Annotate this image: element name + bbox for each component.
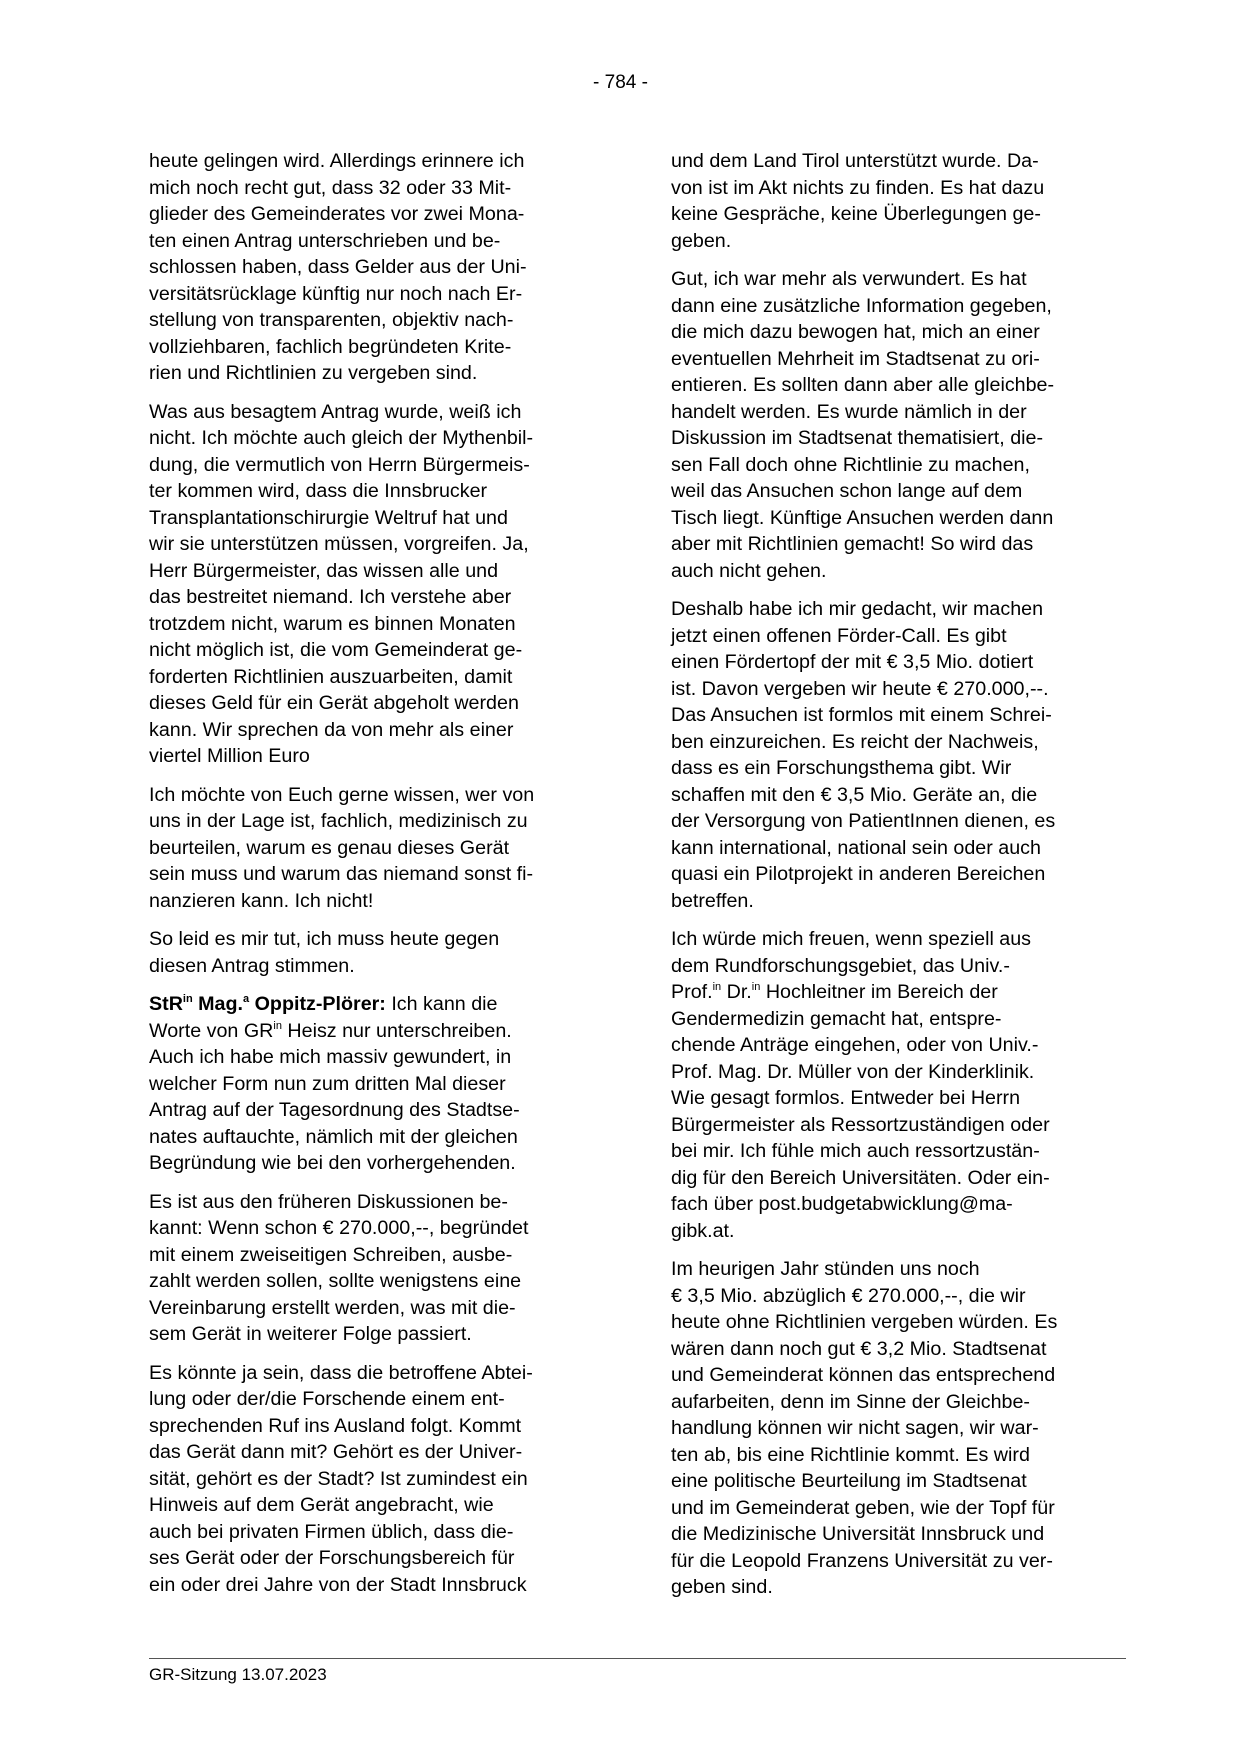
text-line: Herr Bürgermeister, das wissen alle und <box>149 559 499 582</box>
right-column <box>671 148 1122 1613</box>
paragraph <box>671 266 1122 584</box>
text-line: wir sie unterstützen müssen, vorgreifen. Ja, <box>149 533 529 555</box>
text-line: handlung können wir nicht sagen, wir war- <box>671 1417 1039 1439</box>
text-line: kann international, national sein oder auch <box>671 836 1041 859</box>
text-line: StR$^{in}$ Mag.$^a$ Oppitz-Plörer: Ich kann die <box>149 993 498 1015</box>
text-line: Ich würde mich freuen, wenn speziell aus <box>671 928 1032 950</box>
text-line: handelt werden. Es wurde nämlich in der <box>671 400 1027 423</box>
text-line: geben. <box>671 229 732 252</box>
text-line: kann. Wir sprechen da von mehr als einer <box>149 718 514 741</box>
paragraph <box>149 1360 600 1599</box>
text-line: Worte von $GR^{in}$ Heisz nur unterschreiben. <box>149 1019 512 1042</box>
text-line: schaffen mit den € 3,5 Mio. Geräte an, die <box>671 783 1038 806</box>
footer-divider <box>149 1658 1126 1659</box>
text-line: sität, gehört es der Stadt? Ist zumindest ein <box>149 1467 528 1490</box>
text-line: dass es ein Forschungsthema gibt. Wir <box>671 757 1012 779</box>
text-line: Im heurigen Jahr stünden uns noch <box>671 1258 980 1280</box>
text-line: dieses Geld für ein Gerät abgeholt werden <box>149 692 519 714</box>
text-line: nicht möglich ist, die vom Gemeinderat ge- <box>149 639 523 661</box>
text-line: zahlt werden sollen, sollte wenigstens eine <box>149 1270 522 1292</box>
text-line: Auch ich habe mich massiv gewundert, in <box>149 1046 512 1068</box>
footer-session-date: GR-Sitzung 13.07.2023 <box>149 1665 327 1684</box>
text-line: Begründung wie bei den vorhergehenden. <box>149 1152 516 1174</box>
text-line: ses Gerät oder der Forschungsbereich für <box>149 1547 515 1569</box>
text-line: auch nicht gehen. <box>671 559 827 582</box>
text-line: glieder des Gemeinderates vor zwei Mona- <box>149 203 525 225</box>
text-line: ter kommen wird, dass die Innsbrucker <box>149 480 488 502</box>
text-line: welcher Form nun zum dritten Mal dieser <box>149 1072 506 1095</box>
text-line: uns in der Lage ist, fachlich, medizinisch zu <box>149 810 528 832</box>
text-line: Prof. Mag. Dr. Müller von der Kinderklinik. <box>671 1060 1035 1083</box>
text-line: mich noch recht gut, dass 32 oder 33 Mit- <box>149 176 512 199</box>
text-line: trotzdem nicht, warum es binnen Monaten <box>149 612 516 635</box>
text-line: dig für den Bereich Universitäten. Oder ein- <box>671 1166 1050 1189</box>
text-line: der Versorgung von PatientInnen dienen, es <box>671 810 1056 832</box>
text-line: geben sind. <box>671 1576 773 1598</box>
paragraph <box>671 926 1122 1244</box>
paragraph <box>149 782 600 915</box>
text-line: und Gemeinderat können das entsprechend <box>671 1364 1056 1386</box>
text-line: und im Gemeinderat geben, wie der Topf für <box>671 1496 1055 1519</box>
text-line: Was aus besagtem Antrag wurde, weiß ich <box>149 400 522 423</box>
text-line: lung oder der/die Forschende einem ent- <box>149 1388 505 1410</box>
text-line: von ist im Akt nichts zu finden. Es hat dazu <box>671 176 1045 199</box>
paragraph <box>671 596 1122 914</box>
text-line: Prof.$^{in}$ Dr.$^{in}$ Hochleitner im Bereich der <box>671 981 998 1003</box>
text-line: heute ohne Richtlinien vergeben würden. Es <box>671 1311 1058 1333</box>
text-line: und dem Land Tirol unterstützt wurde. Da- <box>671 150 1039 172</box>
text-line: So leid es mir tut, ich muss heute gegen <box>149 928 500 950</box>
text-line: dem Rundforschungsgebiet, das Univ.- <box>671 954 1010 977</box>
text-line: beurteilen, warum es genau dieses Gerät <box>149 836 510 859</box>
text-line: ten einen Antrag unterschrieben und be- <box>149 229 501 252</box>
paragraph <box>671 148 1122 254</box>
text-line: Es ist aus den früheren Diskussionen be- <box>149 1190 508 1213</box>
text-line: dung, die vermutlich von Herrn Bürgermeis- <box>149 453 530 476</box>
text-line: eine politische Beurteilung im Stadtsenat <box>671 1470 1027 1492</box>
text-line: nates auftauchte, nämlich mit der gleichen <box>149 1125 518 1148</box>
text-line: schlossen haben, dass Gelder aus der Uni- <box>149 256 527 278</box>
text-line: sein muss und warum das niemand sonst fi- <box>149 863 534 885</box>
text-line: Hinweis auf dem Gerät angebracht, wie <box>149 1494 494 1516</box>
text-line: sem Gerät in weiterer Folge passiert. <box>149 1323 472 1345</box>
text-line: eventuellen Mehrheit im Stadtsenat zu ori- <box>671 347 1040 370</box>
text-line: das bestreitet niemand. Ich verstehe aber <box>149 586 512 608</box>
left-column <box>149 148 600 1610</box>
text-line: vollziehbaren, fachlich begründeten Krite- <box>149 335 512 358</box>
text-line: entieren. Es sollten dann aber alle gleichbe- <box>671 374 1055 396</box>
text-line: versitätsrücklage künftig nur noch nach Er- <box>149 282 523 305</box>
text-line: Wie gesagt formlos. Entweder bei Herrn <box>671 1087 1021 1109</box>
text-line: kannt: Wenn schon € 270.000,--, begründet <box>149 1217 529 1239</box>
text-line: für die Leopold Franzens Universität zu ver- <box>671 1549 1053 1572</box>
text-line: weil das Ansuchen schon lange auf dem <box>671 480 1023 502</box>
text-line: Gut, ich war mehr als verwundert. Es hat <box>671 268 1027 290</box>
text-line: Ich möchte von Euch gerne wissen, wer von <box>149 783 535 806</box>
text-line: mit einem zweiseitigen Schreiben, ausbe- <box>149 1243 513 1266</box>
text-line: Deshalb habe ich mir gedacht, wir machen <box>671 598 1044 620</box>
text-line: Transplantationschirurgie Weltruf hat und <box>149 506 508 529</box>
text-line: Es könnte ja sein, dass die betroffene Abtei- <box>149 1361 533 1384</box>
text-line: ist. Davon vergeben wir heute € 270.000,--. <box>671 677 1049 700</box>
text-line: stellung von transparenten, objektiv nach- <box>149 309 514 331</box>
text-line: betreffen. <box>671 889 754 912</box>
text-line: Das Ansuchen ist formlos mit einem Schrei- <box>671 704 1052 726</box>
text-line: chende Anträge eingehen, oder von Univ.- <box>671 1034 1039 1056</box>
text-line: nicht. Ich möchte auch gleich der Mythenbil- <box>149 427 534 449</box>
text-line: rien und Richtlinien zu vergeben sind. <box>149 362 478 384</box>
text-line: auch bei privaten Firmen üblich, dass die- <box>149 1520 514 1543</box>
text-line: Diskussion im Stadtsenat thematisiert, die- <box>671 427 1044 449</box>
speaker-name: StR$^{in}$ Mag.$^a$ Oppitz-Plörer: <box>149 993 386 1015</box>
text-line: ein oder drei Jahre von der Stadt Innsbruck <box>149 1573 527 1596</box>
text-line: die Medizinische Universität Innsbruck und <box>671 1523 1045 1545</box>
paragraph <box>671 1256 1122 1601</box>
paragraph <box>149 148 600 387</box>
text-line: sprechenden Ruf ins Ausland folgt. Kommt <box>149 1414 522 1437</box>
text-line: dann eine zusätzliche Information gegeben, <box>671 294 1052 317</box>
text-line: wären dann noch gut € 3,2 Mio. Stadtsenat <box>671 1337 1047 1360</box>
text-line: bei mir. Ich fühle mich auch ressortzustän- <box>671 1140 1040 1162</box>
text-line: einen Fördertopf der mit € 3,5 Mio. dotiert <box>671 651 1034 673</box>
text-line: Bürgermeister als Ressortzuständigen oder <box>671 1113 1050 1136</box>
text-line: ten ab, bis eine Richtlinie kommt. Es wird <box>671 1443 1030 1466</box>
text-line: Tisch liegt. Künftige Ansuchen werden dann <box>671 506 1054 529</box>
text-line: fach über post.budgetabwicklung@ma- <box>671 1193 1013 1215</box>
text-line: gibk.at. <box>671 1219 735 1242</box>
paragraph <box>149 926 600 979</box>
paragraph <box>149 1189 600 1348</box>
text-line: Vereinbarung erstellt werden, was mit die- <box>149 1296 516 1319</box>
text-line: keine Gespräche, keine Überlegungen ge- <box>671 203 1041 225</box>
text-line: heute gelingen wird. Allerdings erinnere ich <box>149 150 525 172</box>
text-line: aber mit Richtlinien gemacht! So wird das <box>671 533 1034 555</box>
text-line: Antrag auf der Tagesordnung des Stadtse- <box>149 1099 520 1121</box>
text-line: ben einzureichen. Es reicht der Nachweis, <box>671 730 1039 753</box>
paragraph <box>149 399 600 770</box>
text-line: die mich dazu bewogen hat, mich an einer <box>671 321 1040 343</box>
text-line: diesen Antrag stimmen. <box>149 954 355 977</box>
text-line: sen Fall doch ohne Richtlinie zu machen, <box>671 453 1030 476</box>
page-number: - 784 - <box>593 72 648 93</box>
text-line: viertel Million Euro <box>149 745 310 767</box>
text-line: das Gerät dann mit? Gehört es der Univer- <box>149 1441 523 1463</box>
text-line: forderten Richtlinien auszuarbeiten, damit <box>149 665 513 688</box>
text-line: nanzieren kann. Ich nicht! <box>149 889 374 912</box>
text-line: jetzt einen offenen Förder-Call. Es gibt <box>671 624 1007 647</box>
text-line: quasi ein Pilotprojekt in anderen Bereichen <box>671 863 1046 885</box>
text-line: € 3,5 Mio. abzüglich € 270.000,--, die wir <box>671 1284 1026 1307</box>
speaker-paragraph <box>149 991 600 1177</box>
text-line: Gendermedizin gemacht hat, entspre- <box>671 1007 1002 1030</box>
text-line: aufarbeiten, denn im Sinne der Gleichbe- <box>671 1390 1030 1413</box>
